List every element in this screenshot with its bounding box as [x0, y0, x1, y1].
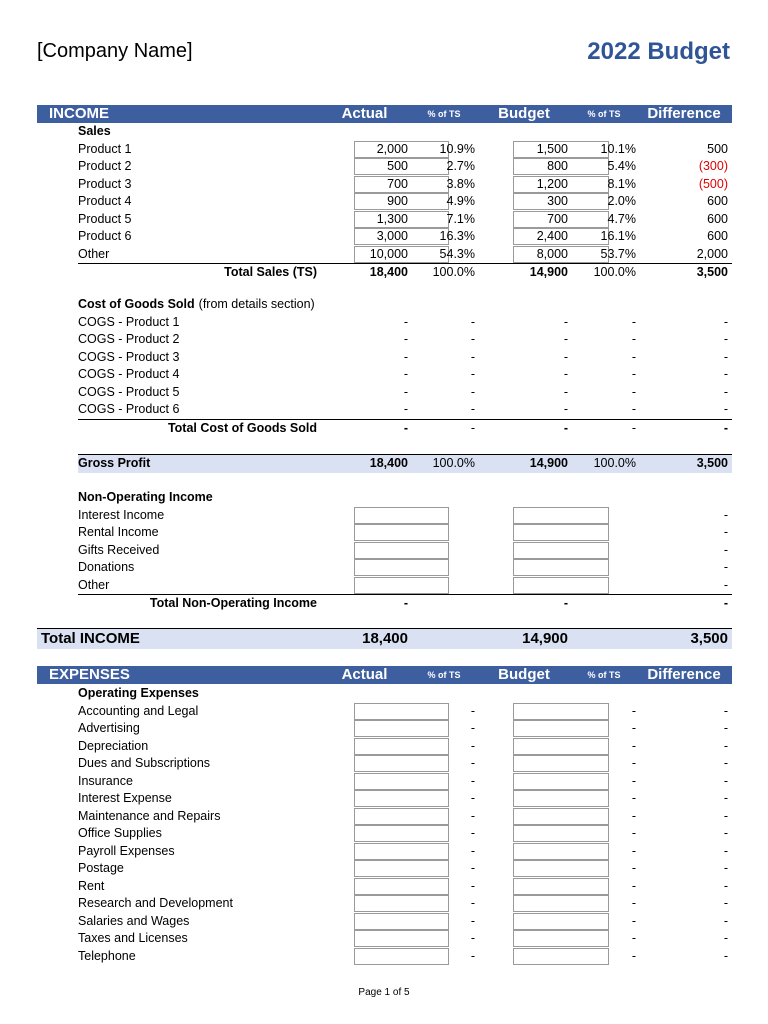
non-operating-row-actual-input[interactable]: [354, 524, 449, 541]
gross-profit-actual: 18,400: [369, 456, 408, 470]
cogs-row-label: COGS - Product 6: [78, 402, 180, 416]
expense-row-difference: -: [723, 791, 728, 805]
non-operating-row-difference: -: [723, 525, 728, 539]
expense-row: [37, 738, 732, 756]
total-income-difference: 3,500: [690, 630, 728, 647]
cogs-row-difference: -: [723, 384, 728, 399]
expense-row-pct-budget: -: [631, 703, 636, 718]
expense-row-budget-input[interactable]: [513, 720, 609, 737]
expense-row-actual-input[interactable]: [354, 773, 449, 790]
sales-row-pct-budget: 8.1%: [607, 176, 636, 191]
non-operating-row: [37, 559, 732, 577]
cogs-row-budget: -: [563, 332, 568, 346]
difference-col-header: Difference: [647, 105, 721, 122]
expense-row-difference: -: [723, 913, 728, 928]
non-operating-row-actual-input[interactable]: [354, 507, 449, 524]
cogs-row-pct-actual: -: [470, 314, 475, 329]
actual-col-header: Actual: [341, 105, 388, 122]
expense-row-difference: -: [723, 861, 728, 875]
sales-row-budget[interactable]: 8,000: [536, 246, 568, 261]
expense-row-difference: -: [723, 721, 728, 735]
non-operating-row-difference: -: [723, 542, 728, 557]
total-non-operating-label: Total Non-Operating Income: [149, 596, 317, 610]
cogs-row-label: COGS - Product 4: [78, 367, 180, 381]
sales-row-difference: (500): [698, 176, 728, 191]
sales-row-budget[interactable]: 700: [547, 211, 568, 226]
expense-row-actual-input[interactable]: [354, 738, 449, 755]
expenses-budget-col-header: Budget: [498, 666, 550, 683]
expense-row-pct-budget: -: [631, 826, 636, 840]
total-non-operating-budget: -: [563, 596, 568, 610]
expense-row-difference: -: [723, 826, 728, 840]
sales-row-actual[interactable]: 10,000: [369, 246, 408, 261]
expense-row: [37, 930, 732, 948]
total-cogs-pct-actual: -: [470, 420, 475, 435]
sales-row-label: Other: [78, 246, 110, 261]
total-sales-pct-budget: 100.0%: [593, 265, 636, 279]
expense-row-label: Advertising: [78, 721, 140, 735]
budget-title: 2022 Budget: [587, 38, 730, 65]
cogs-row-actual: -: [403, 384, 408, 399]
expense-row-pct-actual: -: [470, 931, 475, 945]
non-operating-row-label: Gifts Received: [78, 542, 160, 557]
sales-row: [37, 228, 732, 246]
expense-row-pct-actual: -: [470, 843, 475, 858]
expense-row-budget-input[interactable]: [513, 930, 609, 947]
cogs-row-pct-actual: -: [470, 367, 475, 381]
cogs-row-label: COGS - Product 2: [78, 332, 180, 346]
expense-row-actual-input[interactable]: [354, 808, 449, 825]
expense-row-difference: -: [723, 931, 728, 945]
expense-row-pct-budget: -: [631, 948, 636, 963]
expense-row-pct-budget: -: [631, 791, 636, 805]
total-cogs-label: Total Cost of Goods Sold: [167, 420, 317, 435]
cogs-row-difference: -: [723, 332, 728, 346]
cogs-row-label: COGS - Product 1: [78, 314, 180, 329]
total-sales-budget: 14,900: [529, 265, 568, 279]
non-operating-row-label: Donations: [78, 560, 135, 574]
sales-row-pct-actual: 2.7%: [446, 159, 475, 173]
sales-row-difference: 600: [707, 211, 728, 226]
sales-row-difference: 2,000: [696, 246, 728, 261]
non-operating-row: [37, 507, 732, 525]
gross-profit-label: Gross Profit: [78, 456, 151, 470]
expenses-difference-col-header: Difference: [647, 666, 721, 683]
sales-heading: [37, 123, 732, 141]
operating-expenses-heading: [37, 685, 732, 703]
sales-row-actual[interactable]: 3,000: [376, 229, 408, 243]
sales-row-difference: 500: [707, 141, 728, 156]
sales-row: [37, 141, 732, 159]
sales-row-actual[interactable]: 2,000: [376, 141, 408, 156]
sales-row-pct-budget: 5.4%: [607, 159, 636, 173]
total-sales-pct-actual: 100.0%: [432, 265, 475, 279]
expense-row: [37, 843, 732, 861]
expense-row-pct-actual: -: [470, 791, 475, 805]
cogs-heading-note: (from details section): [198, 297, 315, 311]
expense-row: [37, 948, 732, 966]
total-income-label: Total INCOME: [41, 630, 140, 647]
expense-row-label: Telephone: [78, 948, 136, 963]
expense-row-pct-budget: -: [631, 808, 636, 823]
expense-row-budget-input[interactable]: [513, 843, 609, 860]
expenses-actual-col-header: Actual: [341, 666, 388, 683]
cogs-row-actual: -: [403, 402, 408, 416]
non-operating-row: [37, 524, 732, 542]
expense-row-budget-input[interactable]: [513, 755, 609, 772]
expense-row: [37, 703, 732, 721]
expense-row-budget-input[interactable]: [513, 773, 609, 790]
total-cogs-difference: -: [723, 420, 728, 435]
expense-row: [37, 790, 732, 808]
gross-profit-pct-budget: 100.0%: [593, 456, 636, 470]
sales-row: [37, 246, 732, 264]
cogs-row-actual: -: [403, 314, 408, 329]
expense-row-difference: -: [723, 756, 728, 770]
expense-row-pct-actual: -: [470, 721, 475, 735]
expense-row-budget-input[interactable]: [513, 878, 609, 895]
cogs-row: [37, 401, 732, 419]
total-sales-label: Total Sales (TS): [224, 265, 317, 279]
expense-row-pct-budget: -: [631, 913, 636, 928]
operating-expenses-heading-label: Operating Expenses: [78, 686, 199, 700]
expense-row-actual-input[interactable]: [354, 720, 449, 737]
expense-row-actual-input[interactable]: [354, 913, 449, 930]
expense-row-label: Rent: [78, 878, 105, 893]
total-cogs-pct-budget: -: [631, 420, 636, 435]
expense-row-pct-budget: -: [631, 896, 636, 910]
expense-row: [37, 895, 732, 913]
cogs-row-pct-budget: -: [631, 349, 636, 364]
expense-row-pct-actual: -: [470, 913, 475, 928]
sales-row-budget[interactable]: 1,500: [536, 141, 568, 156]
expense-row-actual-input[interactable]: [354, 755, 449, 772]
expense-row-difference: -: [723, 703, 728, 718]
cogs-row-pct-actual: -: [470, 384, 475, 399]
expense-row-pct-actual: -: [470, 703, 475, 718]
cogs-row-difference: -: [723, 349, 728, 364]
total-sales-actual: 18,400: [369, 265, 408, 279]
total-non-operating-row: [78, 594, 732, 613]
cogs-row-budget: -: [563, 367, 568, 381]
sales-row-pct-budget: 53.7%: [600, 246, 636, 261]
cogs-row-budget: -: [563, 349, 568, 364]
expense-row-difference: -: [723, 773, 728, 788]
cogs-row: [37, 314, 732, 332]
non-operating-row-label: Rental Income: [78, 525, 159, 539]
sales-row-label: Product 5: [78, 211, 132, 226]
non-operating-row-budget-input[interactable]: [513, 559, 609, 576]
total-sales-row: [78, 263, 732, 282]
cogs-row-budget: -: [563, 384, 568, 399]
non-operating-row-budget-input[interactable]: [513, 507, 609, 524]
expense-row-label: Salaries and Wages: [78, 913, 190, 928]
total-cogs-actual: -: [403, 420, 408, 435]
expense-row: [37, 808, 732, 826]
non-operating-row-budget-input[interactable]: [513, 577, 609, 594]
cogs-row-pct-budget: -: [631, 314, 636, 329]
cogs-heading-label: [78, 296, 315, 314]
expense-row-difference: -: [723, 948, 728, 963]
expense-row-difference: -: [723, 738, 728, 753]
total-income-row: [37, 628, 732, 649]
sales-row-budget[interactable]: 300: [547, 194, 568, 208]
cogs-row-actual: -: [403, 367, 408, 381]
cogs-row-pct-budget: -: [631, 332, 636, 346]
cogs-row-pct-budget: -: [631, 402, 636, 416]
sales-row-pct-budget: 16.1%: [600, 229, 636, 243]
expense-row-pct-actual: -: [470, 878, 475, 893]
expense-row-label: Taxes and Licenses: [78, 931, 188, 945]
total-non-operating-difference: -: [723, 596, 728, 610]
cogs-row-label: COGS - Product 5: [78, 384, 180, 399]
cogs-row-pct-actual: -: [470, 349, 475, 364]
expense-row-label: Payroll Expenses: [78, 843, 175, 858]
sales-row-label: Product 1: [78, 141, 132, 156]
non-operating-row: [37, 577, 732, 595]
non-operating-row-label: Interest Income: [78, 507, 165, 522]
expense-row-actual-input[interactable]: [354, 878, 449, 895]
cogs-row-actual: -: [403, 349, 408, 364]
gross-profit-pct-actual: 100.0%: [432, 456, 475, 470]
expense-row: [37, 913, 732, 931]
sales-row: [37, 176, 732, 194]
cogs-row-label: COGS - Product 3: [78, 349, 180, 364]
expenses-title: EXPENSES: [49, 666, 130, 683]
cogs-row: [37, 384, 732, 402]
cogs-row-difference: -: [723, 367, 728, 381]
page-number: Page 1 of 5: [358, 987, 410, 998]
expense-row-pct-actual: -: [470, 948, 475, 963]
sales-row: [37, 211, 732, 229]
non-operating-row-actual-input[interactable]: [354, 542, 449, 559]
expense-row-actual-input[interactable]: [354, 843, 449, 860]
pct-ts-actual-header: % of TS: [427, 109, 461, 119]
sales-row-actual[interactable]: 500: [387, 159, 408, 173]
total-income-budget: 14,900: [522, 630, 568, 647]
expenses-pct-ts-budget-header: % of TS: [587, 670, 621, 680]
expense-row-budget-input[interactable]: [513, 913, 609, 930]
expense-row-budget-input[interactable]: [513, 895, 609, 912]
cogs-heading-text: Cost of Goods Sold: [78, 297, 195, 311]
expenses-header: [37, 666, 732, 684]
expense-row-budget-input[interactable]: [513, 808, 609, 825]
income-title: INCOME: [49, 105, 109, 122]
total-sales-difference: 3,500: [696, 265, 728, 279]
income-header: [37, 105, 732, 123]
expense-row-actual-input[interactable]: [354, 930, 449, 947]
non-operating-row-budget-input[interactable]: [513, 524, 609, 541]
expense-row-pct-budget: -: [631, 843, 636, 858]
expense-row-actual-input[interactable]: [354, 895, 449, 912]
cogs-row-pct-budget: -: [631, 367, 636, 381]
expense-row: [37, 860, 732, 878]
expense-row-difference: -: [723, 843, 728, 858]
expense-row-pct-budget: -: [631, 773, 636, 788]
expense-row-budget-input[interactable]: [513, 825, 609, 842]
expense-row-actual-input[interactable]: [354, 825, 449, 842]
expense-row-pct-budget: -: [631, 738, 636, 753]
expense-row-pct-budget: -: [631, 721, 636, 735]
sales-row-budget[interactable]: 800: [547, 159, 568, 173]
sales-row-pct-actual: 7.1%: [446, 211, 475, 226]
sales-row-difference: 600: [707, 194, 728, 208]
cogs-heading: [37, 296, 732, 314]
gross-profit-budget: 14,900: [529, 456, 568, 470]
expense-row-label: Maintenance and Repairs: [78, 808, 221, 823]
sales-row-difference: (300): [698, 159, 728, 173]
sales-row: [37, 158, 732, 176]
sales-row-actual[interactable]: 1,300: [376, 211, 408, 226]
expense-row: [37, 755, 732, 773]
pct-ts-budget-header: % of TS: [587, 109, 621, 119]
cogs-row: [37, 349, 732, 367]
gross-profit-row: [78, 454, 732, 473]
expense-row-difference: -: [723, 808, 728, 823]
expense-row-difference: -: [723, 896, 728, 910]
expense-row-pct-budget: -: [631, 861, 636, 875]
sales-row-pct-actual: 3.8%: [446, 176, 475, 191]
sales-row-actual[interactable]: 900: [387, 194, 408, 208]
expense-row-actual-input[interactable]: [354, 860, 449, 877]
expenses-pct-ts-actual-header: % of TS: [427, 670, 461, 680]
expense-row-pct-budget: -: [631, 878, 636, 893]
sales-row-label: Product 4: [78, 194, 132, 208]
budget-col-header: Budget: [498, 105, 550, 122]
expense-row-pct-actual: -: [470, 738, 475, 753]
sales-row-label: Product 6: [78, 229, 132, 243]
expense-row: [37, 878, 732, 896]
cogs-row-actual: -: [403, 332, 408, 346]
sales-row: [37, 193, 732, 211]
total-non-operating-actual: -: [403, 596, 408, 610]
sales-row-pct-actual: 4.9%: [446, 194, 475, 208]
expense-row-label: Office Supplies: [78, 826, 162, 840]
sales-row-pct-actual: 54.3%: [439, 246, 475, 261]
expense-row-pct-actual: -: [470, 861, 475, 875]
cogs-row: [37, 331, 732, 349]
expense-row-actual-input[interactable]: [354, 703, 449, 720]
non-operating-row-budget-input[interactable]: [513, 542, 609, 559]
sales-row-budget[interactable]: 2,400: [536, 229, 568, 243]
sales-row-difference: 600: [707, 229, 728, 243]
non-operating-row-label: Other: [78, 577, 110, 592]
expense-row-budget-input[interactable]: [513, 703, 609, 720]
expense-row-label: Research and Development: [78, 896, 233, 910]
expense-row: [37, 773, 732, 791]
company-name: [Company Name]: [37, 40, 193, 62]
cogs-row-difference: -: [723, 314, 728, 329]
cogs-row-budget: -: [563, 402, 568, 416]
expense-row-budget-input[interactable]: [513, 790, 609, 807]
non-operating-row-difference: -: [723, 507, 728, 522]
sales-row-pct-budget: 10.1%: [600, 141, 636, 156]
sales-row-label: Product 2: [78, 159, 132, 173]
sales-row-pct-budget: 2.0%: [607, 194, 636, 208]
non-operating-heading-label: Non-Operating Income: [78, 490, 213, 504]
expense-row: [37, 720, 732, 738]
sales-row-actual[interactable]: 700: [387, 176, 408, 191]
expense-row-pct-actual: -: [470, 773, 475, 788]
expense-row-pct-budget: -: [631, 931, 636, 945]
expense-row-budget-input[interactable]: [513, 860, 609, 877]
non-operating-heading: [37, 489, 732, 507]
expense-row-label: Insurance: [78, 773, 133, 788]
cogs-row-budget: -: [563, 314, 568, 329]
sales-heading-label: Sales: [78, 124, 111, 138]
sales-row-budget[interactable]: 1,200: [536, 176, 568, 191]
expense-row-pct-actual: -: [470, 756, 475, 770]
expense-row-budget-input[interactable]: [513, 948, 609, 965]
cogs-row-difference: -: [723, 402, 728, 416]
expense-row-budget-input[interactable]: [513, 738, 609, 755]
total-income-actual: 18,400: [362, 630, 408, 647]
expense-row-label: Accounting and Legal: [78, 703, 199, 718]
gross-profit-difference: 3,500: [696, 456, 728, 470]
non-operating-row-actual-input[interactable]: [354, 559, 449, 576]
expense-row-actual-input[interactable]: [354, 948, 449, 965]
sales-row-pct-actual: 10.9%: [439, 141, 475, 156]
sales-row-label: Product 3: [78, 176, 132, 191]
expense-row-pct-actual: -: [470, 808, 475, 823]
non-operating-row-difference: -: [723, 560, 728, 574]
total-cogs-row: [78, 419, 732, 438]
expense-row-label: Dues and Subscriptions: [78, 756, 211, 770]
expense-row-actual-input[interactable]: [354, 790, 449, 807]
expense-row-difference: -: [723, 878, 728, 893]
expense-row: [37, 825, 732, 843]
expense-row-pct-actual: -: [470, 826, 475, 840]
expense-row-label: Interest Expense: [78, 791, 172, 805]
sales-row-pct-budget: 4.7%: [607, 211, 636, 226]
expense-row-pct-actual: -: [470, 896, 475, 910]
expense-row-pct-budget: -: [631, 756, 636, 770]
cogs-row-pct-actual: -: [470, 332, 475, 346]
non-operating-row: [37, 542, 732, 560]
cogs-row: [37, 366, 732, 384]
total-cogs-budget: -: [563, 420, 568, 435]
non-operating-row-actual-input[interactable]: [354, 577, 449, 594]
expense-row-label: Depreciation: [78, 738, 149, 753]
sales-row-pct-actual: 16.3%: [439, 229, 475, 243]
cogs-row-pct-actual: -: [470, 402, 475, 416]
expense-row-label: Postage: [78, 861, 124, 875]
cogs-row-pct-budget: -: [631, 384, 636, 399]
non-operating-row-difference: -: [723, 577, 728, 592]
